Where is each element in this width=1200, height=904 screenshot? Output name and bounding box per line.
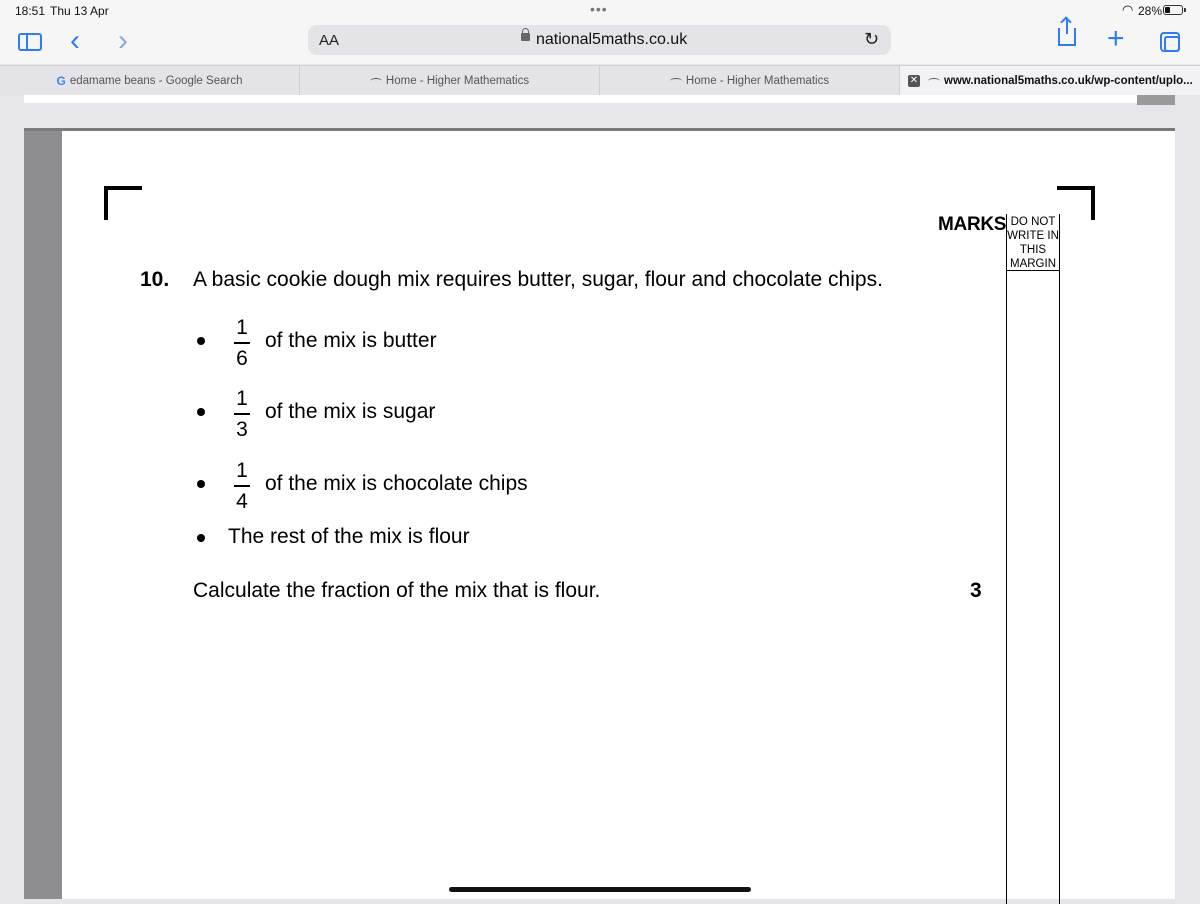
- site-favicon-icon: [370, 78, 382, 84]
- wifi-icon: ◠: [1122, 2, 1134, 17]
- margin-header: [1006, 214, 1060, 271]
- fraction-numerator: 1: [236, 459, 248, 482]
- margin-header-line: WRITE IN: [1007, 230, 1059, 242]
- list-item: of the mix is sugar: [265, 400, 436, 423]
- margin-header-line: DO NOT: [1010, 216, 1056, 228]
- home-indicator[interactable]: [449, 887, 751, 892]
- fraction-bar: [234, 485, 250, 487]
- margin-column: [1006, 214, 1060, 904]
- text-size-button[interactable]: AA: [319, 32, 340, 49]
- fraction: [232, 459, 252, 514]
- list-item: of the mix is chocolate chips: [265, 472, 528, 495]
- tab-higher-mathematics-1[interactable]: [300, 66, 600, 95]
- share-button[interactable]: [1058, 28, 1076, 46]
- list-item: of the mix is butter: [265, 329, 437, 352]
- battery-percentage: 28%: [1138, 4, 1163, 18]
- tab-strip: [0, 65, 1200, 96]
- tab-overview-button[interactable]: [1160, 32, 1180, 52]
- marks-header: MARKS: [938, 214, 1007, 235]
- site-favicon-icon: [928, 78, 940, 84]
- marks-value: 3: [970, 579, 982, 602]
- fraction-bar: [234, 413, 250, 415]
- margin-header-line: THIS: [1019, 244, 1047, 256]
- back-button[interactable]: ‹: [70, 24, 80, 57]
- question-text: A basic cookie dough mix requires butter, sugar, flour and chocolate chips.: [193, 268, 883, 291]
- bullet-icon: [197, 337, 205, 345]
- google-favicon-icon: G: [56, 73, 66, 88]
- page-scroll-indicator: [1137, 95, 1175, 105]
- status-date: Thu 13 Apr: [50, 4, 109, 18]
- fraction: [232, 316, 252, 371]
- status-bar: [0, 0, 1200, 22]
- tab-google-search[interactable]: [0, 66, 300, 95]
- battery-icon: [1163, 5, 1183, 15]
- url-text[interactable]: national5maths.co.uk: [536, 31, 688, 48]
- fraction-denominator: 6: [236, 346, 248, 370]
- bullet-icon: [197, 480, 205, 488]
- sidebar-toggle-icon[interactable]: [18, 33, 42, 51]
- margin-header-line: MARGIN: [1010, 258, 1056, 270]
- reload-icon[interactable]: ↻: [864, 29, 880, 49]
- tab-higher-mathematics-2[interactable]: [600, 66, 900, 95]
- browser-toolbar: [0, 22, 1200, 64]
- fraction-bar: [234, 342, 250, 344]
- crop-mark-top-right: [1057, 186, 1095, 220]
- page-left-band: [24, 128, 62, 899]
- page-top-border: [24, 128, 1175, 131]
- question-instruction: Calculate the fraction of the mix that is flour.: [193, 579, 601, 602]
- fraction-denominator: 3: [236, 417, 248, 441]
- new-tab-button[interactable]: +: [1107, 22, 1125, 55]
- lock-icon: [521, 33, 530, 41]
- fraction-numerator: 1: [236, 387, 248, 410]
- tab-label: www.national5maths.co.uk/wp-content/uplo...: [944, 74, 1193, 87]
- fraction-numerator: 1: [236, 316, 248, 339]
- address-bar[interactable]: [308, 25, 891, 55]
- tab-label: edamame beans - Google Search: [69, 74, 243, 87]
- tab-active-pdf[interactable]: [900, 66, 1200, 95]
- site-favicon-icon: [670, 78, 682, 84]
- close-tab-icon[interactable]: ✕: [909, 74, 919, 86]
- bullet-icon: [197, 534, 205, 542]
- status-time: 18:51: [15, 4, 46, 18]
- forward-button[interactable]: ›: [118, 24, 128, 57]
- fraction-denominator: 4: [236, 489, 248, 513]
- list-item: The rest of the mix is flour: [228, 525, 470, 548]
- multitasking-dots-icon[interactable]: •••: [590, 1, 608, 17]
- crop-mark-top-left: [104, 186, 142, 220]
- question-number: 10.: [140, 268, 170, 291]
- tab-label: Home - Higher Mathematics: [385, 74, 530, 87]
- fraction: [232, 387, 252, 442]
- bullet-icon: [197, 408, 205, 416]
- tab-label: Home - Higher Mathematics: [685, 74, 830, 87]
- previous-page-edge: [24, 95, 1175, 103]
